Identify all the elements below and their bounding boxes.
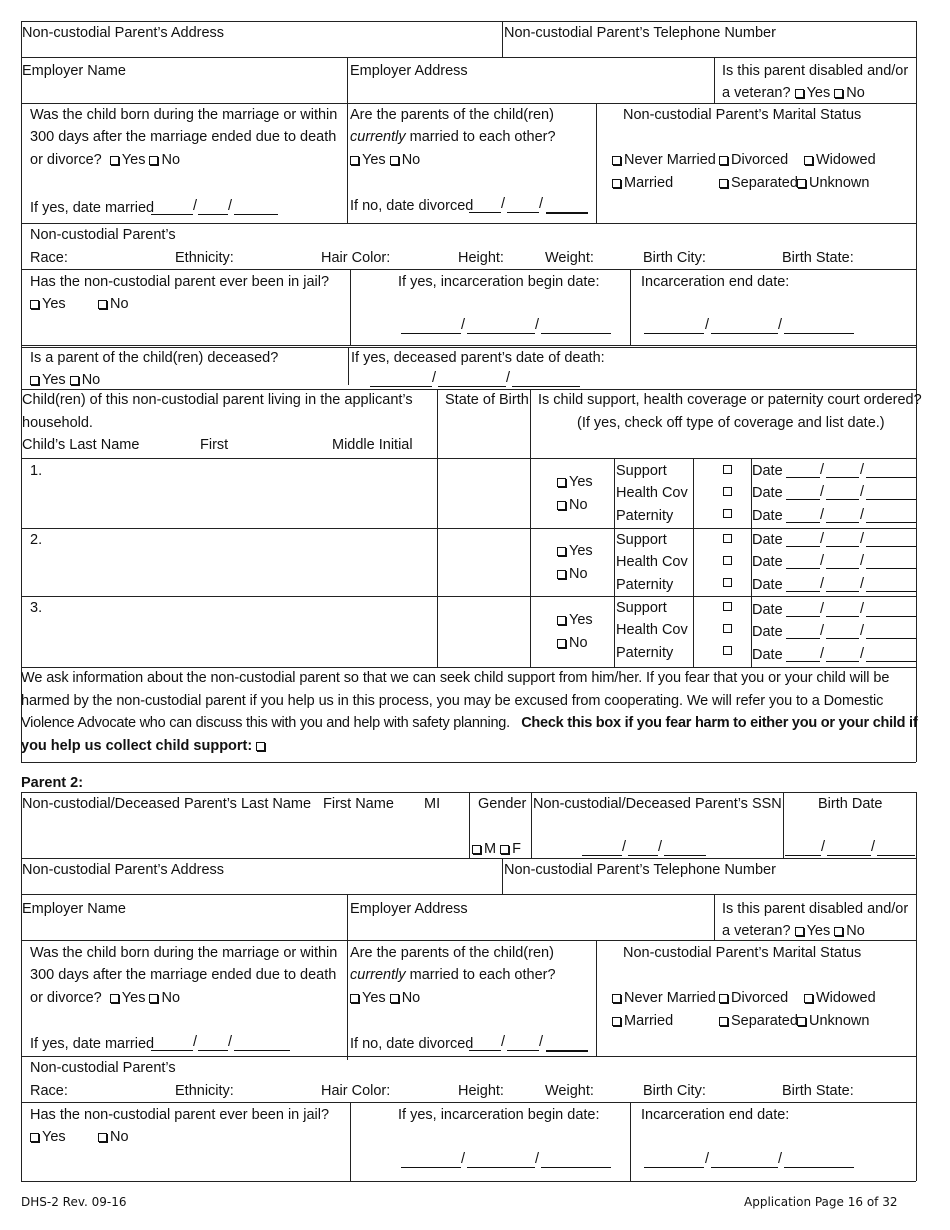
date-day-field[interactable] (826, 568, 859, 569)
date-month-field[interactable] (786, 616, 820, 617)
separated-label: Separated (731, 175, 798, 191)
date-divorced-year[interactable] (546, 212, 588, 214)
p2-incarceration-end-day[interactable] (711, 1167, 778, 1168)
p2-separated-checkbox[interactable] (719, 1017, 728, 1026)
p2-married-checkbox[interactable] (612, 1017, 621, 1026)
p2-incarceration-begin-month[interactable] (401, 1167, 461, 1168)
court-no-checkbox[interactable] (557, 570, 566, 579)
deceased-date-year[interactable] (512, 386, 580, 387)
health-cov-checkbox[interactable] (723, 487, 732, 496)
p2-gender-options (472, 840, 521, 858)
p2-birth-day[interactable] (827, 855, 871, 856)
court-ordered-instruction: (If yes, check off type of coverage and list date.) (577, 415, 885, 431)
paternity-label: Paternity (616, 508, 674, 524)
p2-ssn-label: Non-custodial/Deceased Parent’s SSN (533, 796, 782, 812)
paternity-label: Paternity (616, 577, 674, 593)
yes-label: Yes (42, 372, 66, 388)
born-question-3 (30, 151, 180, 169)
p2-gender-label: Gender (478, 796, 527, 812)
p2-date-married-day[interactable] (198, 1050, 228, 1051)
date-year-field[interactable] (866, 638, 916, 639)
unknown-label: Unknown (809, 175, 870, 191)
court-no-option (557, 634, 588, 652)
deceased-yes-checkbox[interactable] (30, 376, 39, 385)
no-label: No (110, 1129, 129, 1145)
currently-married-question-1: Are the parents of the child(ren) (350, 107, 554, 123)
p2-jail-no-checkbox[interactable] (98, 1133, 107, 1142)
deceased-date-label: If yes, deceased parent’s date of death: (351, 350, 605, 366)
p2-date-married-year[interactable] (234, 1050, 290, 1051)
date-divorced-day[interactable] (507, 212, 539, 213)
yes-label: Yes (806, 923, 831, 939)
date-month-field[interactable] (786, 638, 820, 639)
p2-married-option (612, 1012, 673, 1030)
date-month-field[interactable] (786, 591, 820, 592)
veteran-no-checkbox[interactable] (834, 89, 843, 98)
date-label: Date (752, 508, 783, 524)
currently-italic: currently (350, 967, 406, 983)
date-day-field[interactable] (826, 499, 859, 500)
p2-date-married-label: If yes, date married (30, 1036, 155, 1052)
currently-married-yes-checkbox[interactable] (350, 156, 359, 165)
p2-marital-status-label: Non-custodial Parent’s Marital Status (623, 945, 862, 961)
ethnicity-label: Ethnicity: (175, 250, 234, 266)
widowed-label: Widowed (816, 152, 876, 168)
p2-unknown-checkbox[interactable] (797, 1017, 806, 1026)
yes-label: Yes (569, 543, 593, 559)
date-year-field[interactable] (866, 616, 916, 617)
never-married-label: Never Married (624, 152, 716, 168)
parent2-heading: Parent 2: (21, 775, 84, 791)
date-separator: / (860, 462, 865, 478)
p2-jail-no-option (98, 1128, 129, 1146)
deceased-date-day[interactable] (438, 386, 506, 387)
health-cov-checkbox[interactable] (723, 624, 732, 633)
veteran-yes-checkbox[interactable] (795, 89, 804, 98)
date-month-field[interactable] (786, 499, 820, 500)
child-middle-initial-header: Middle Initial (332, 437, 413, 453)
no-label: No (569, 566, 588, 582)
date-year-field[interactable] (866, 568, 916, 569)
born-no-checkbox[interactable] (149, 156, 158, 165)
date-day-field[interactable] (826, 661, 859, 662)
p2-birth-state-label: Birth State: (782, 1083, 854, 1099)
form-id: DHS-2 Rev. 09-16 (21, 1195, 127, 1209)
incarceration-begin-month[interactable] (401, 333, 461, 334)
incarceration-end-label: Incarceration end date: (641, 274, 790, 290)
notice-line-4 (21, 737, 268, 755)
date-separator: / (860, 576, 865, 592)
paternity-checkbox[interactable] (723, 646, 732, 655)
married-question-rest: married to each other? (405, 967, 556, 983)
p2-gender-f-checkbox[interactable] (500, 845, 509, 854)
p2-phone-label: Non-custodial Parent’s Telephone Number (504, 862, 776, 878)
p2-currently-married-no-checkbox[interactable] (390, 994, 399, 1003)
court-yes-checkbox[interactable] (557, 478, 566, 487)
date-married-day[interactable] (198, 214, 228, 215)
ncp-descriptor-label: Non-custodial Parent’s (30, 227, 176, 243)
date-separator: / (820, 531, 825, 547)
date-separator: / (860, 484, 865, 500)
nc-phone-label: Non-custodial Parent’s Telephone Number (504, 25, 776, 41)
currently-italic: currently (350, 129, 406, 145)
date-label: Date (752, 463, 783, 479)
yes-label: Yes (362, 990, 386, 1006)
born-question-1: Was the child born during the marriage or within (30, 107, 338, 123)
p2-ssn-part2[interactable] (628, 855, 658, 856)
incarceration-begin-year[interactable] (541, 333, 611, 334)
height-label: Height: (458, 250, 504, 266)
p2-jail-yes-option (30, 1128, 66, 1146)
date-divorced-label: If no, date divorced (350, 198, 474, 214)
p2-currently-married-2 (350, 966, 556, 984)
p2-ethnicity-label: Ethnicity: (175, 1083, 234, 1099)
date-separator: / (820, 484, 825, 500)
p2-birth-date-label: Birth Date (818, 796, 883, 812)
birth-city-label: Birth City: (643, 250, 706, 266)
separated-label: Separated (731, 1013, 798, 1029)
yes-label: Yes (121, 152, 146, 168)
date-month-field[interactable] (786, 568, 820, 569)
p2-born-question-3 (30, 989, 180, 1007)
p2-born-no-checkbox[interactable] (149, 994, 158, 1003)
p2-currently-married-options (350, 989, 420, 1007)
born-question-3-text: or divorce? (30, 152, 102, 168)
date-separator: / (860, 531, 865, 547)
yes-label: Yes (42, 296, 66, 312)
row-number: 3. (30, 600, 43, 616)
p2-employer-name-label: Employer Name (22, 901, 126, 917)
p2-veteran-no-checkbox[interactable] (834, 927, 843, 936)
page-number: Application Page 16 of 32 (744, 1195, 898, 1209)
p2-birth-year[interactable] (877, 855, 915, 856)
yes-label: Yes (362, 152, 386, 168)
birth-state-label: Birth State: (782, 250, 854, 266)
divorced-option (719, 151, 788, 169)
deceased-date-month[interactable] (370, 386, 432, 387)
p2-incarceration-begin-day[interactable] (467, 1167, 535, 1168)
p2-unknown-option (797, 1012, 869, 1030)
widowed-option (804, 151, 876, 169)
never-married-label: Never Married (624, 990, 716, 1006)
health-cov-label: Health Cov (616, 554, 688, 570)
jail-yes-option (30, 295, 66, 313)
application-form-page: Non-custodial Parent’s Address Non-custodial Parent’s Telephone Number Employer Name Employer Address Is this parent disabled and/or a veteran? Yes No Was the child born during the marriage or within 300 days after the marriage ended due to death or divorce? Yes No If yes, date married / / Are the parents of the child(ren) currently married to each other? Yes No If no, date divorced / / Non-custodial Parent’s Marital Status Never Married Divorced Widowed Married Separated Unknown Non-custodial Parent’s Race: Ethnicity: Hair Color: Height: Weight: Birth City: Birth State: Has the non-custodial parent ever been in jail? Yes No If yes, incarceration begin date: Incarceration end date: / / / / Is a parent of the child(ren) deceased? Yes No If yes, deceased parent’s date of death: / / Child(ren) of this non-custodial parent living in the applicant’s household. Child’s Last Name First Middle Initial State of Birth Is child support, health coverage or paternity court ordered? (If yes, check off type of coverage and list date.) 1. Yes No Support Health Cov Paternity Date Date Date 2. Yes No Support Health Cov Paternity Date Date Date 3. Yes No Support Health Cov Paternity Date Date Date We ask information about the non-custodial parent so that we can seek child support from him/her. If you fear that you or your child will be harmed by the non-custodial parent if you help us in this process, you may be excused from cooperating. We will refer you to a Domestic Violence Advocate who can discuss this with you and help with safety planning. Check this box if you fear harm to either you or your child if you help us collect child support: Parent 2: Non-custodial/Deceased Parent’s Last Name First Name MI Gender M F Non-custodial/Deceased Parent’s SSN / / Birth Date / / Non-custodial Parent’s Address Non-custodial Parent’s Telephone Number Employer Name Employer Address Is this parent disabled and/or a veteran? Yes No Was the child born during the marriage or within 300 days after the marriage ended due to death or divorce? Yes No If yes, date married / / Are the parents of the child(ren) currently married to each other? Yes No If no, date divorced / / Non-custodial Parent’s Marital Status Never Married Divorced Widowed Married Separated Unknown Non-custodial Parent’s Race: Ethnicity: Hair Color: Height: Weight: Birth City: Birth State: Has the non-custodial parent ever been in jail? Yes No If yes, incarceration begin date: Incarceration end date: / / / / DHS-2 Rev. 09-16 Application Page 16 of 32 / / / / / / / / / / / / / / / / / / (0, 0, 950, 1230)
date-separator: / (860, 601, 865, 617)
p2-date-divorced-label: If no, date divorced (350, 1036, 474, 1052)
date-label: Date (752, 485, 783, 501)
health-cov-label: Health Cov (616, 485, 688, 501)
date-married-label: If yes, date married (30, 200, 155, 216)
p2-incarceration-begin-label: If yes, incarceration begin date: (398, 1107, 600, 1123)
incarceration-end-month[interactable] (644, 333, 704, 334)
p2-born-question-1: Was the child born during the marriage or within (30, 945, 338, 961)
date-day-field[interactable] (826, 591, 859, 592)
p2-mi-label: MI (424, 796, 441, 812)
child-last-name-header: Child’s Last Name (22, 437, 140, 453)
fear-harm-checkbox[interactable] (256, 742, 265, 751)
p2-widowed-option (804, 989, 876, 1007)
court-yes-option (557, 473, 593, 491)
p2-date-divorced-day[interactable] (507, 1050, 539, 1051)
marital-status-label: Non-custodial Parent’s Marital Status (623, 107, 862, 123)
date-married-year[interactable] (234, 214, 278, 215)
widowed-checkbox[interactable] (804, 156, 813, 165)
notice-line-2: harmed by the non-custodial parent if you help us in this process, you may be excused from cooperating. We will refer you to a Domestic (21, 693, 884, 709)
p2-last-name-label: Non-custodial/Deceased Parent’s Last Name (22, 796, 312, 812)
married-label: Married (624, 175, 674, 191)
notice-fear-harm-bold: Check this box if you fear harm to either you or your child if (521, 715, 918, 731)
p2-veteran-yes-checkbox[interactable] (795, 927, 804, 936)
date-separator: / (860, 646, 865, 662)
court-yes-checkbox[interactable] (557, 616, 566, 625)
no-label: No (846, 85, 865, 101)
yes-label: Yes (569, 474, 593, 490)
unknown-checkbox[interactable] (797, 179, 806, 188)
date-month-field[interactable] (786, 546, 820, 547)
date-year-field[interactable] (866, 499, 916, 500)
no-label: No (401, 990, 421, 1006)
currently-married-no-checkbox[interactable] (390, 156, 399, 165)
date-day-field[interactable] (826, 638, 859, 639)
notice-line-3-text: Violence Advocate who can discuss this with you and help with safety planning. (21, 715, 510, 731)
incarceration-end-day[interactable] (711, 333, 778, 334)
date-label: Date (752, 532, 783, 548)
children-question-1: Child(ren) of this non-custodial parent living in the applicant’s (22, 392, 413, 408)
p2-born-yes-checkbox[interactable] (110, 994, 119, 1003)
support-checkbox[interactable] (723, 534, 732, 543)
race-label: Race: (30, 250, 68, 266)
p2-currently-married-yes-checkbox[interactable] (350, 994, 359, 1003)
incarceration-begin-day[interactable] (467, 333, 535, 334)
court-no-checkbox[interactable] (557, 501, 566, 510)
incarceration-begin-label: If yes, incarceration begin date: (398, 274, 600, 290)
p2-employer-address-label: Employer Address (350, 901, 468, 917)
separated-option (719, 174, 798, 192)
disabled-question: Is this parent disabled and/or (722, 63, 909, 79)
date-year-field[interactable] (866, 477, 916, 478)
date-separator: / (820, 553, 825, 569)
support-label: Support (616, 532, 667, 548)
p2-divorced-option (719, 989, 788, 1007)
date-year-field[interactable] (866, 546, 916, 547)
date-label: Date (752, 647, 783, 663)
hair-color-label: Hair Color: (321, 250, 391, 266)
paternity-checkbox[interactable] (723, 578, 732, 587)
court-ordered-question: Is child support, health coverage or paternity court ordered? (538, 392, 922, 408)
veteran-line (722, 84, 865, 102)
row-number: 2. (30, 532, 43, 548)
deceased-options (30, 371, 100, 389)
p2-born-question-2: 300 days after the marriage ended due to death (30, 967, 337, 983)
support-label: Support (616, 463, 667, 479)
p2-never-married-checkbox[interactable] (612, 994, 621, 1003)
p2-ncp-descriptor-label: Non-custodial Parent’s (30, 1060, 176, 1076)
veteran-question: a veteran? (722, 923, 791, 939)
p2-date-divorced-year[interactable] (546, 1050, 588, 1052)
p2-height-label: Height: (458, 1083, 504, 1099)
unknown-label: Unknown (809, 1013, 870, 1029)
date-year-field[interactable] (866, 591, 916, 592)
deceased-no-checkbox[interactable] (70, 376, 79, 385)
married-checkbox[interactable] (612, 179, 621, 188)
no-label: No (569, 497, 588, 513)
f-label: F (512, 841, 521, 857)
divorced-label: Divorced (731, 152, 789, 168)
p2-incarceration-end-month[interactable] (644, 1167, 704, 1168)
notice-line-3 (21, 714, 917, 732)
married-label: Married (624, 1013, 674, 1029)
date-divorced-month[interactable] (469, 212, 501, 213)
born-question-3-text: or divorce? (30, 990, 102, 1006)
yes-label: Yes (569, 612, 593, 628)
married-question-rest: married to each other? (405, 129, 556, 145)
support-checkbox[interactable] (723, 602, 732, 611)
court-no-checkbox[interactable] (557, 639, 566, 648)
never-married-checkbox[interactable] (612, 156, 621, 165)
p2-disabled-question: Is this parent disabled and/or (722, 901, 909, 917)
date-label: Date (752, 577, 783, 593)
no-label: No (110, 296, 129, 312)
veteran-question: a veteran? (722, 85, 791, 101)
no-label: No (81, 372, 101, 388)
p2-weight-label: Weight: (545, 1083, 594, 1099)
yes-label: Yes (806, 85, 831, 101)
children-question-2: household. (22, 415, 93, 431)
p2-date-divorced-month[interactable] (469, 1050, 501, 1051)
health-cov-label: Health Cov (616, 622, 688, 638)
employer-name-label: Employer Name (22, 63, 126, 79)
p2-separated-option (719, 1012, 798, 1030)
weight-label: Weight: (545, 250, 594, 266)
date-label: Date (752, 602, 783, 618)
p2-currently-married-1: Are the parents of the child(ren) (350, 945, 554, 961)
no-label: No (161, 990, 181, 1006)
separated-checkbox[interactable] (719, 179, 728, 188)
p2-jail-question: Has the non-custodial parent ever been in jail? (30, 1107, 330, 1123)
date-separator: / (820, 646, 825, 662)
p2-jail-yes-checkbox[interactable] (30, 1133, 39, 1142)
court-yes-option (557, 542, 593, 560)
court-no-option (557, 496, 588, 514)
date-month-field[interactable] (786, 661, 820, 662)
jail-no-checkbox[interactable] (98, 300, 107, 309)
widowed-label: Widowed (816, 990, 876, 1006)
p2-never-married-option (612, 989, 716, 1007)
p2-ssn-part3[interactable] (664, 855, 706, 856)
paternity-label: Paternity (616, 645, 674, 661)
yes-label: Yes (121, 990, 146, 1006)
married-option (612, 174, 673, 192)
p2-divorced-checkbox[interactable] (719, 994, 728, 1003)
notice-collect-support-bold: you help us collect child support: (21, 738, 253, 754)
p2-address-label: Non-custodial Parent’s Address (22, 862, 225, 878)
p2-birth-city-label: Birth City: (643, 1083, 706, 1099)
date-label: Date (752, 554, 783, 570)
date-separator: / (860, 553, 865, 569)
p2-widowed-checkbox[interactable] (804, 994, 813, 1003)
notice-line-1: We ask information about the non-custodial parent so that we can seek child support from him/her. If you fear that you or your child will be (21, 670, 890, 686)
date-year-field[interactable] (866, 661, 916, 662)
unknown-option (797, 174, 869, 192)
no-label: No (161, 152, 181, 168)
date-day-field[interactable] (826, 546, 859, 547)
no-label: No (569, 635, 588, 651)
jail-no-option (98, 295, 129, 313)
never-married-option (612, 151, 716, 169)
p2-incarceration-end-year[interactable] (784, 1167, 854, 1168)
row-number: 1. (30, 463, 43, 479)
state-of-birth-header: State of Birth (445, 392, 529, 408)
jail-yes-checkbox[interactable] (30, 300, 39, 309)
p2-veteran-line (722, 922, 865, 940)
date-separator: / (820, 507, 825, 523)
incarceration-end-year[interactable] (784, 333, 854, 334)
date-day-field[interactable] (826, 616, 859, 617)
court-no-option (557, 565, 588, 583)
court-yes-checkbox[interactable] (557, 547, 566, 556)
support-checkbox[interactable] (723, 465, 732, 474)
employer-address-label: Employer Address (350, 63, 468, 79)
date-month-field[interactable] (786, 522, 820, 523)
date-separator: / (820, 462, 825, 478)
currently-married-question-2 (350, 128, 556, 146)
date-separator: / (820, 601, 825, 617)
currently-married-options (350, 151, 420, 169)
m-label: M (484, 841, 497, 857)
date-month-field[interactable] (786, 477, 820, 478)
court-yes-option (557, 611, 593, 629)
born-yes-checkbox[interactable] (110, 156, 119, 165)
p2-incarceration-end-label: Incarceration end date: (641, 1107, 790, 1123)
date-label: Date (752, 624, 783, 640)
date-separator: / (860, 507, 865, 523)
date-separator: / (820, 623, 825, 639)
no-label: No (846, 923, 865, 939)
yes-label: Yes (42, 1129, 66, 1145)
divorced-checkbox[interactable] (719, 156, 728, 165)
date-separator: / (860, 623, 865, 639)
date-day-field[interactable] (826, 522, 859, 523)
p2-first-name-label: First Name (323, 796, 394, 812)
date-married-month[interactable] (151, 214, 193, 215)
p2-incarceration-begin-year[interactable] (541, 1167, 611, 1168)
date-separator: / (820, 576, 825, 592)
date-day-field[interactable] (826, 477, 859, 478)
p2-birth-month[interactable] (785, 855, 821, 856)
child-first-name-header: First (200, 437, 229, 453)
no-label: No (401, 152, 421, 168)
health-cov-checkbox[interactable] (723, 556, 732, 565)
paternity-checkbox[interactable] (723, 509, 732, 518)
date-year-field[interactable] (866, 522, 916, 523)
p2-gender-m-checkbox[interactable] (472, 845, 481, 854)
deceased-question: Is a parent of the child(ren) deceased? (30, 350, 279, 366)
p2-ssn-part1[interactable] (582, 855, 622, 856)
nc-address-label: Non-custodial Parent’s Address (22, 25, 225, 41)
p2-hair-color-label: Hair Color: (321, 1083, 391, 1099)
p2-date-married-month[interactable] (151, 1050, 193, 1051)
born-question-2: 300 days after the marriage ended due to death (30, 129, 337, 145)
jail-question: Has the non-custodial parent ever been in jail? (30, 274, 330, 290)
support-label: Support (616, 600, 667, 616)
divorced-label: Divorced (731, 990, 789, 1006)
p2-race-label: Race: (30, 1083, 68, 1099)
